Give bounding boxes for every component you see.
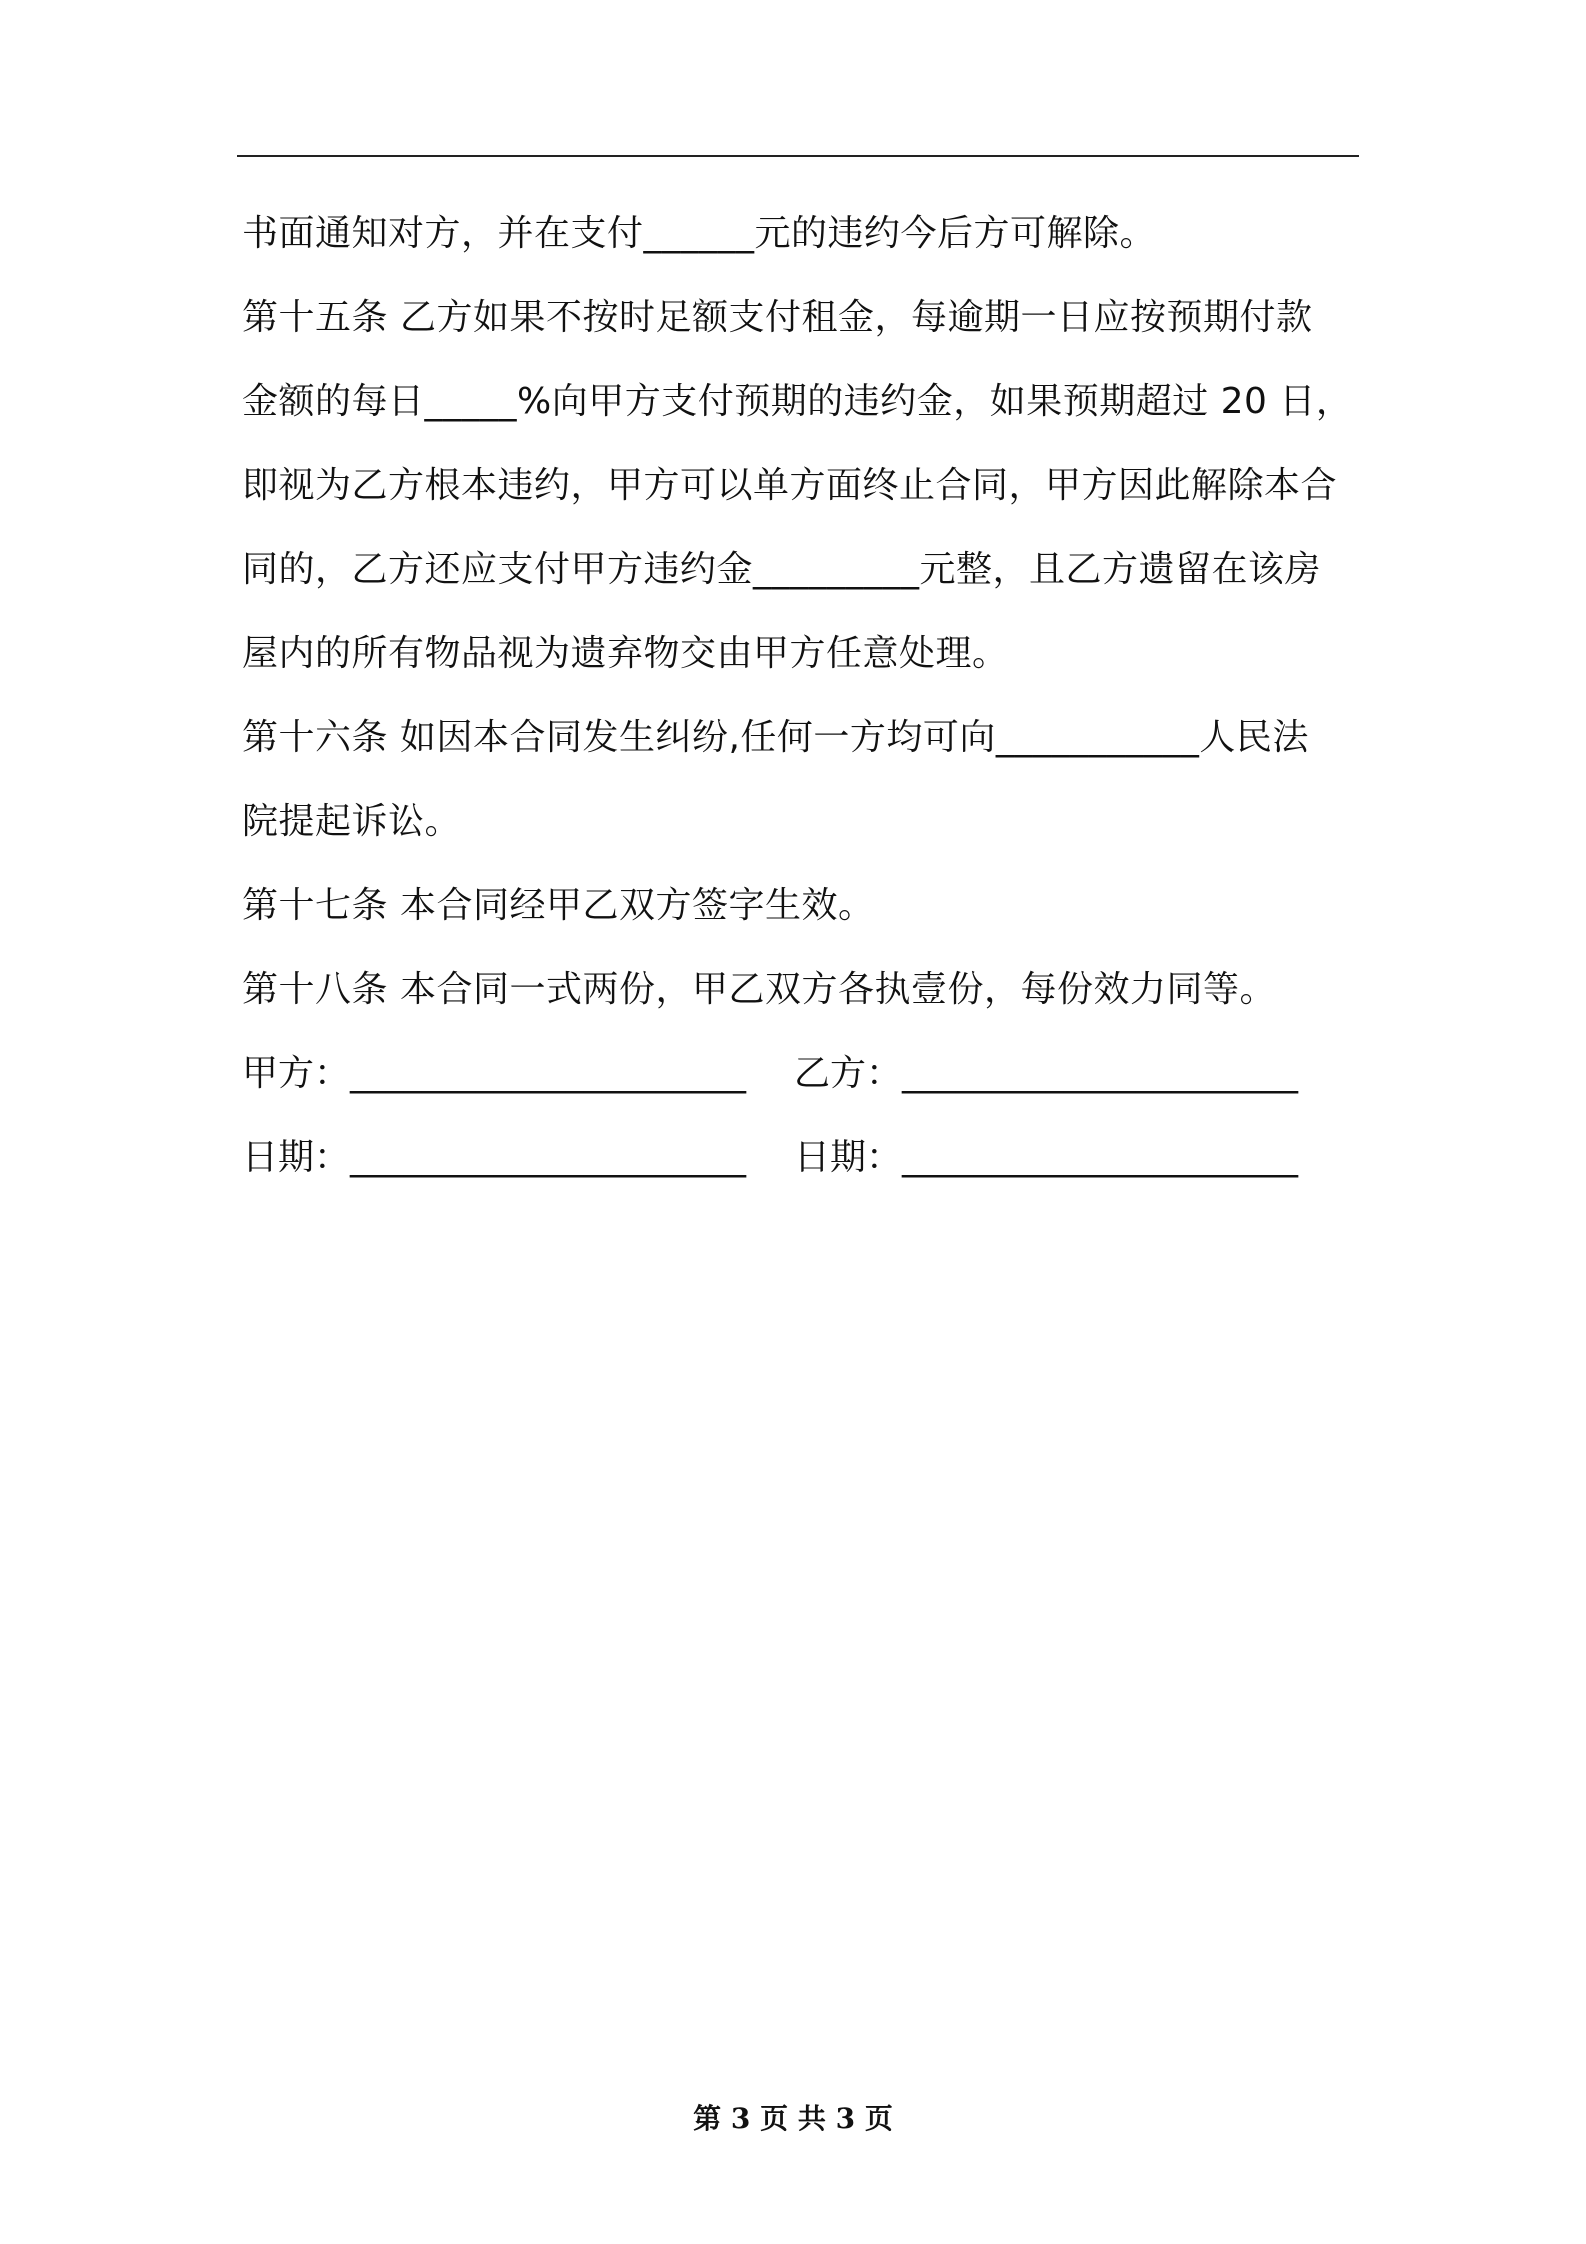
date-row	[242, 1116, 1362, 1200]
contract-body	[242, 192, 1362, 1200]
article-15-line-4: 同的，乙方还应支付甲方违约金_________元整，且乙方遗留在该房	[242, 549, 1322, 590]
party-a-signature-field: 甲方：______________________	[242, 1053, 747, 1094]
page-number-footer: 第 3 页 共 3 页	[693, 2102, 893, 2135]
article-15-line-2: 金额的每日_____%向甲方支付预期的违约金，如果预期超过 20 日，	[242, 381, 1353, 422]
header-rule	[237, 155, 1359, 157]
article-15-line-5: 屋内的所有物品视为遗弃物交由甲方任意处理。	[242, 633, 1009, 674]
article-17: 第十七条 本合同经甲乙双方签字生效。	[242, 885, 875, 926]
party-b-date-field: 日期：______________________	[794, 1137, 1299, 1178]
text-line-1: 书面通知对方，并在支付______元的违约今后方可解除。	[242, 213, 1157, 254]
signature-row	[242, 1032, 1362, 1116]
article-16-line-1: 第十六条 如因本合同发生纠纷,任何一方均可向___________人民法	[242, 717, 1309, 758]
article-16-line-2: 院提起诉讼。	[242, 801, 462, 842]
article-18: 第十八条 本合同一式两份，甲乙双方各执壹份，每份效力同等。	[242, 969, 1276, 1010]
article-15-line-3: 即视为乙方根本违约，甲方可以单方面终止合同，甲方因此解除本合	[242, 465, 1338, 506]
article-15-line-1: 第十五条 乙方如果不按时足额支付租金，每逾期一日应按预期付款	[242, 297, 1313, 338]
party-a-date-field: 日期：______________________	[242, 1137, 747, 1178]
party-b-signature-field: 乙方：______________________	[794, 1053, 1299, 1094]
